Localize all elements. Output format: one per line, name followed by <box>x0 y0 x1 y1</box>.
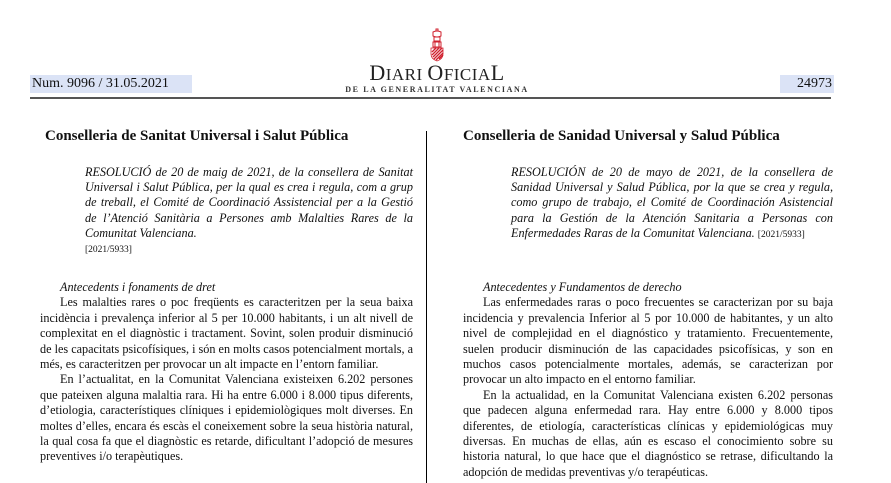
issue-number-date: Num. 9096 / 31.05.2021 <box>30 75 192 93</box>
header-rule <box>30 97 831 99</box>
column-divider <box>426 131 427 483</box>
section-title: Antecedents i fonaments de dret <box>60 280 216 294</box>
paragraph: Las enfermedades raras o poco frecuentes se caracterizan por su baja incidencia y prevalencia Inferior al 5 por 10.000 de habitantes, y un alto nivel de complejidad en el diagnóstico y tratamiento. Frecuentemente, suelen producir disminución de las capacidades psicofísicas, y son en muchos casos potencialmente mortales, además, se caracterizan por provocar un alto impacto en el entorno familiar. <box>463 295 833 387</box>
department-heading: Conselleria de Sanitat Universal i Salut Pública <box>45 128 349 144</box>
resolution-text: RESOLUCIÓ de 20 de maig de 2021, de la consellera de Sanitat Universal i Salut Pública, per la qual es crea i regula, com a grup de treball, el Comité de Coordinació Assistencial per a la Gestió de l’Atenció Sanitària a Persones amb Malalties Rares de la Comunitat Valenciana. <box>85 165 413 240</box>
logo-title: DIARI OFICIAL <box>369 60 505 85</box>
resolution-reference: [2021/5933] <box>85 245 132 256</box>
legal-background-section <box>40 280 413 465</box>
diari-oficial-logo <box>337 28 537 98</box>
resolution-summary <box>511 165 833 243</box>
paragraph: En l’actualitat, en la Comunitat Valenciana existeixen 6.202 persones que pateixen alguna malaltia rara. Hi ha entre 6.000 i 8.000 tipus diferents, d’etiologia, característiques clíniques i epidemiològiques molt diverses. En moltes d’elles, encara és escàs el coneixement sobre la seua història natural, la qual cosa fa que el diagnòstic es retarde, dificultant l’adopció de mesures preventives i/o terapèutiques. <box>40 372 413 464</box>
resolution-reference: [2021/5933] <box>757 229 805 240</box>
paragraph: Les malalties rares o poc freqüents es caracteritzen per la seua baixa incidència i prevalença inferior al 5 per 10.000 habitants, i un alt nivell de complexitat en el diagnòstic i tractament. Sovint, solen produir disminució de les capacitats psicofísiques, i són en molts casos potencialment mortals, a més, es caracteritzen per provocar un alt impacte en l’entorn familiar. <box>40 295 413 372</box>
logo-subtitle: DE LA GENERALITAT VALENCIANA <box>345 85 529 94</box>
paragraph: En la actualidad, en la Comunitat Valenciana existen 6.202 personas que padecen alguna enfermedad rara. Hay entre 6.000 y 8.000 tipos diferentes, de etiología, características clínicas y epidemiológicas muy diversas. En muchas de ellas, aún es escaso el conocimiento sobre su historia natural, lo que hace que el diagnóstico se retrase, dificultando la adopción de medidas preventivas y/o terapéuticas. <box>463 387 833 479</box>
department-heading: Conselleria de Sanidad Universal y Salud Pública <box>463 128 780 144</box>
legal-background-section <box>463 280 833 480</box>
coat-of-arms-icon <box>428 28 446 62</box>
resolution-text: RESOLUCIÓN de 20 de mayo de 2021, de la consellera de Sanidad Universal y Salud Pública, por la que se crea y regula, como grupo de trabajo, el Comité de Coordinación Asistencial para la Gestión de la Atención Sanitaria a Personas con Enfermedades Raras de la Comunitat Valenciana. <box>511 165 833 240</box>
page-number: 24973 <box>780 75 834 93</box>
section-title: Antecedentes y Fundamentos de derecho <box>483 280 682 294</box>
resolution-summary <box>85 165 413 258</box>
